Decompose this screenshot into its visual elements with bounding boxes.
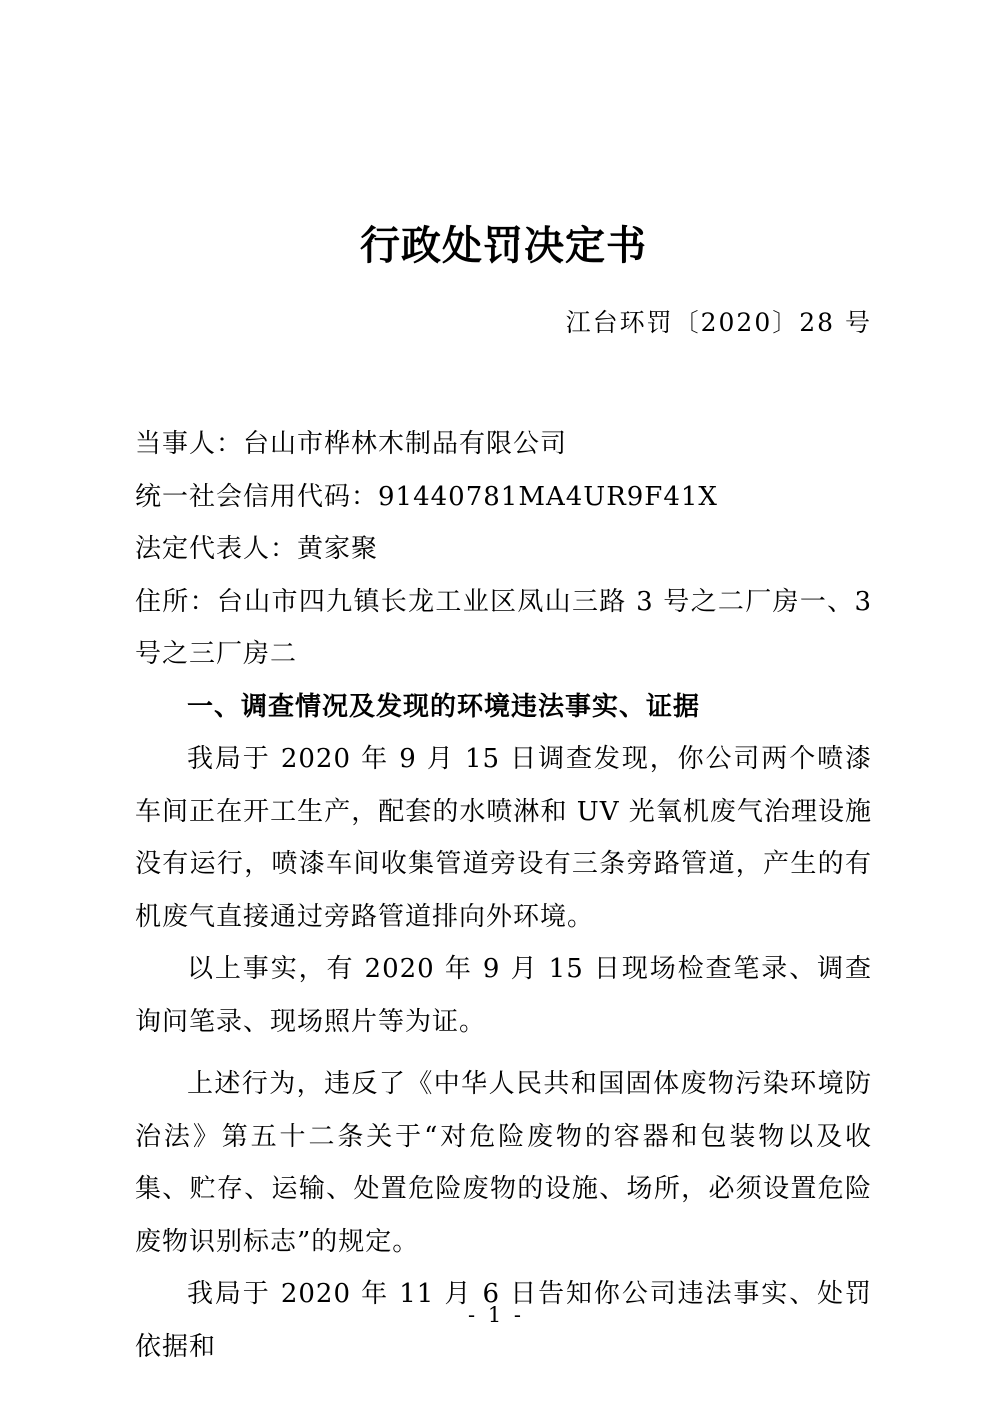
document-number: 江台环罚〔2020〕28 号 [565,308,872,337]
paragraph-evidence: 以上事实，有 2020 年 9 月 15 日现场检查笔录、调查询问笔录、现场照片等为证。 [135,954,872,1037]
page-number: - 1 - [468,1303,524,1327]
paragraph-violation-law: 上述行为，违反了《中华人民共和国固体废物污染环境防治法》第五十二条关于“对危险废物的容器和包装物以及收集、贮存、运输、处置危险废物的设施、场所，必须设置危险废物识别标志”的规定。 [135,1069,872,1257]
credit-code-line: 统一社会信用代码：91440781MA4UR9F41X [135,481,718,512]
address-line: 住所：台山市四九镇长龙工业区凤山三路 3 号之二厂房一、3 号之三厂房二 [135,586,872,669]
document-title: 行政处罚决定书 [360,222,647,269]
section-one-heading: 一、调查情况及发现的环境违法事实、证据 [187,691,701,722]
party-name-line: 当事人：台山市桦林木制品有限公司 [135,429,568,459]
document-body [135,418,872,1373]
paragraph-investigation-findings: 我局于 2020 年 9 月 15 日调查发现，你公司两个喷漆车间正在开工生产，配套的水喷淋和 UV 光氧机废气治理设施没有运行，喷漆车间收集管道旁设有三条旁路管道，产生的有机废气直接通过旁路管道排向外环境。 [135,744,872,932]
paragraph-notification: 我局于 2020 年 11 月 6 日告知你公司违法事实、处罚依据和 [135,1279,872,1362]
legal-representative-line: 法定代表人：黄家聚 [135,534,379,564]
